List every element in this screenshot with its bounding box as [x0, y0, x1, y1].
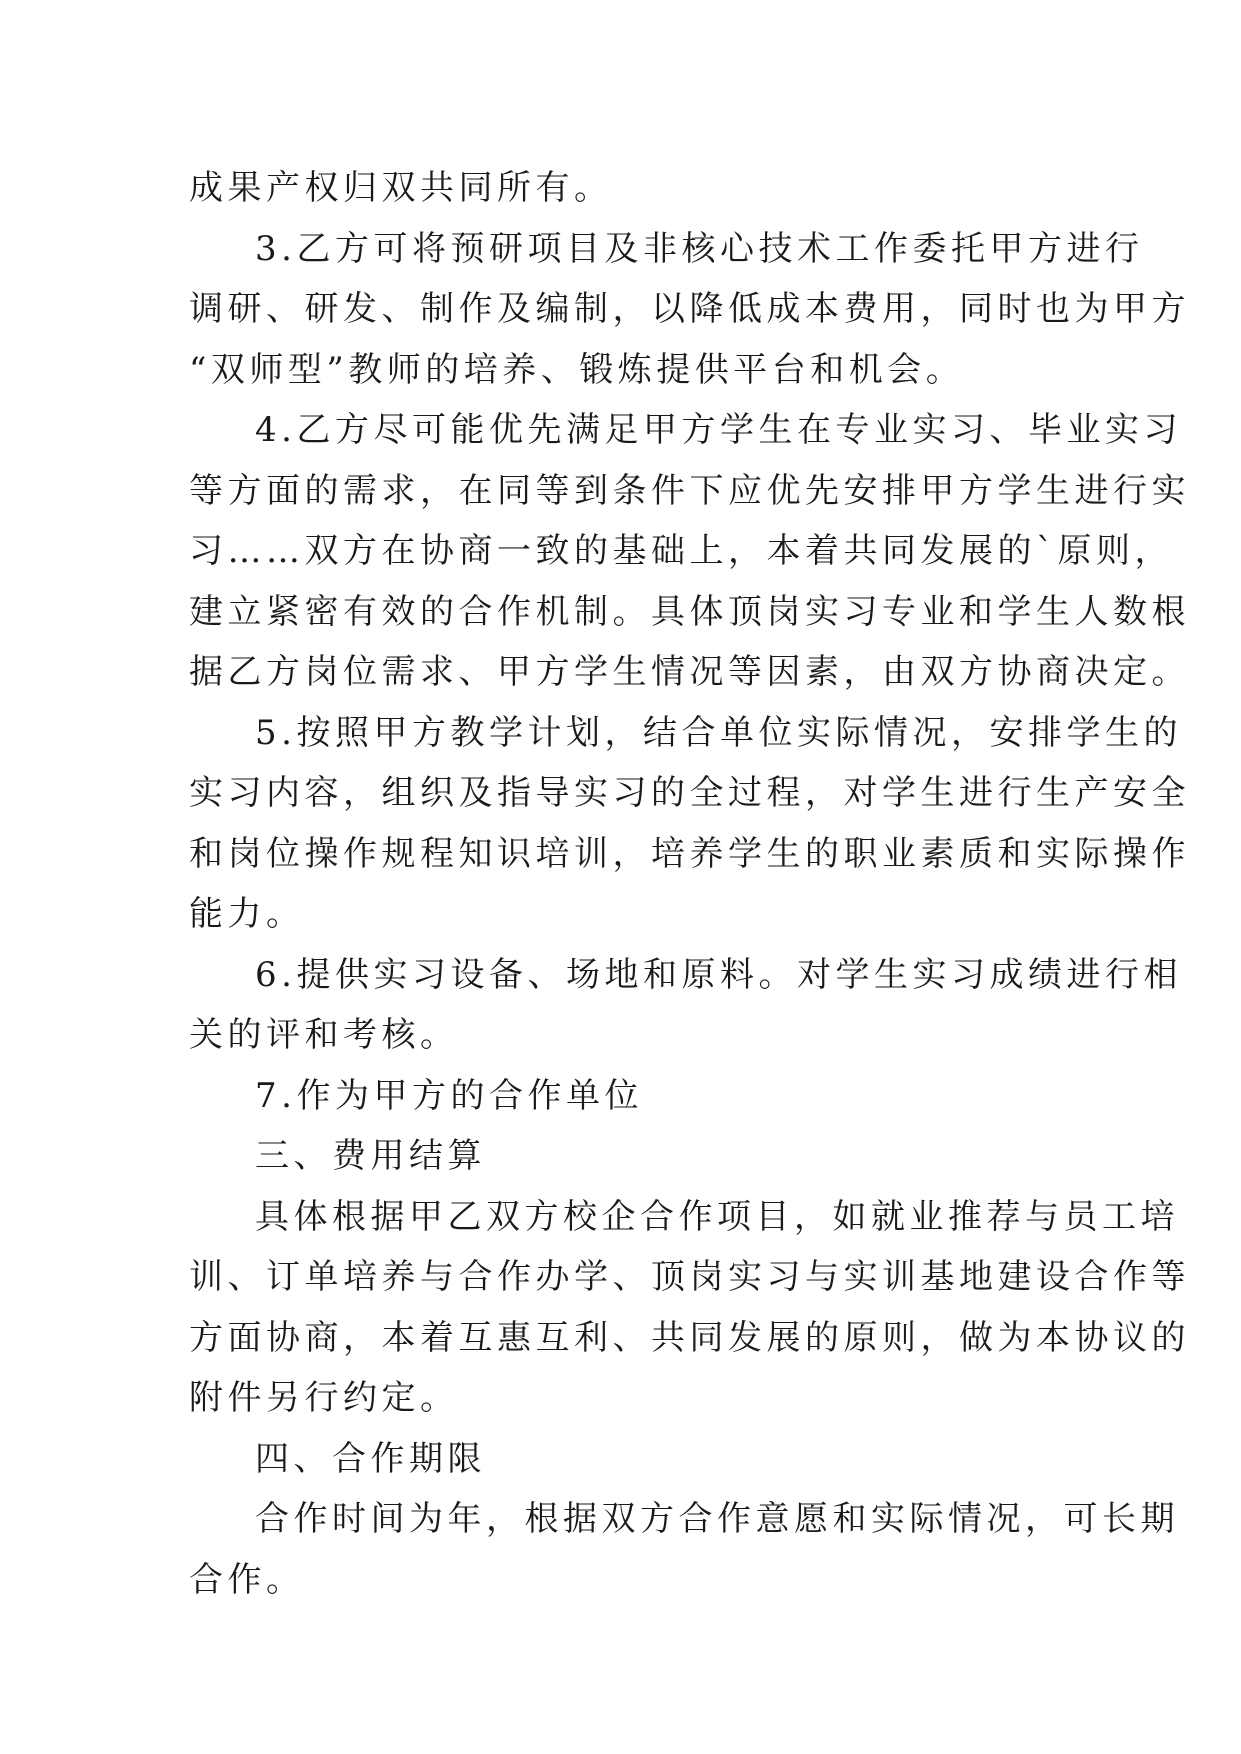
section-heading-fees: 三、费用结算 — [255, 1136, 486, 1176]
paragraph-start-6: 6.提供实习设备、场地和原料。对学生实习成绩进行相 — [255, 954, 1182, 995]
paragraph-start-fees: 具体根据甲乙双方校企合作项目，如就业推荐与员工培 — [255, 1196, 1179, 1237]
text-line: 附件另行约定。 — [189, 1378, 459, 1418]
text-line: 调研、研发、制作及编制，以降低成本费用，同时也为甲方 — [189, 289, 1190, 329]
paragraph-start-4: 4.乙方尽可能优先满足甲方学生在专业实习、毕业实习 — [255, 410, 1182, 450]
text-line: 建立紧密有效的合作机制。具体顶岗实习专业和学生人数根 — [189, 591, 1190, 632]
text-line: 习……双方在协商一致的基础上，本着共同发展的`原则， — [189, 531, 1173, 571]
section-heading-term: 四、合作期限 — [255, 1438, 486, 1479]
document-body — [189, 158, 1190, 1610]
paragraph-start-7: 7.作为甲方的合作单位 — [255, 1075, 643, 1116]
paragraph-start-3: 3.乙方可将预研项目及非核心技术工作委托甲方进行 — [255, 228, 1144, 269]
paragraph-start-5: 5.按照甲方教学计划，结合单位实际情况，安排学生的 — [255, 712, 1182, 753]
text-line: 方面协商，本着互惠互利、共同发展的原则，做为本协议的 — [189, 1317, 1190, 1358]
text-line: 合作。 — [189, 1559, 305, 1600]
text-line: 等方面的需求，在同等到条件下应优先安排甲方学生进行实 — [189, 470, 1190, 511]
text-line: 实习内容，组织及指导实习的全过程，对学生进行生产安全 — [189, 773, 1190, 813]
text-line: “双师型”教师的培养、锻炼提供平台和机会。 — [189, 349, 965, 390]
text-line: 和岗位操作规程知识培训，培养学生的职业素质和实际操作 — [189, 833, 1190, 874]
text-line: 关的评和考核。 — [189, 1015, 459, 1055]
text-line: 能力。 — [189, 894, 305, 934]
text-line: 据乙方岗位需求、甲方学生情况等因素，由双方协商决定。 — [189, 652, 1190, 692]
paragraph-start-term: 合作时间为年，根据双方合作意愿和实际情况，可长期 — [255, 1499, 1179, 1539]
text-line: 成果产权归双共同所有。 — [189, 168, 613, 208]
text-line: 训、订单培养与合作办学、顶岗实习与实训基地建设合作等 — [189, 1257, 1190, 1297]
